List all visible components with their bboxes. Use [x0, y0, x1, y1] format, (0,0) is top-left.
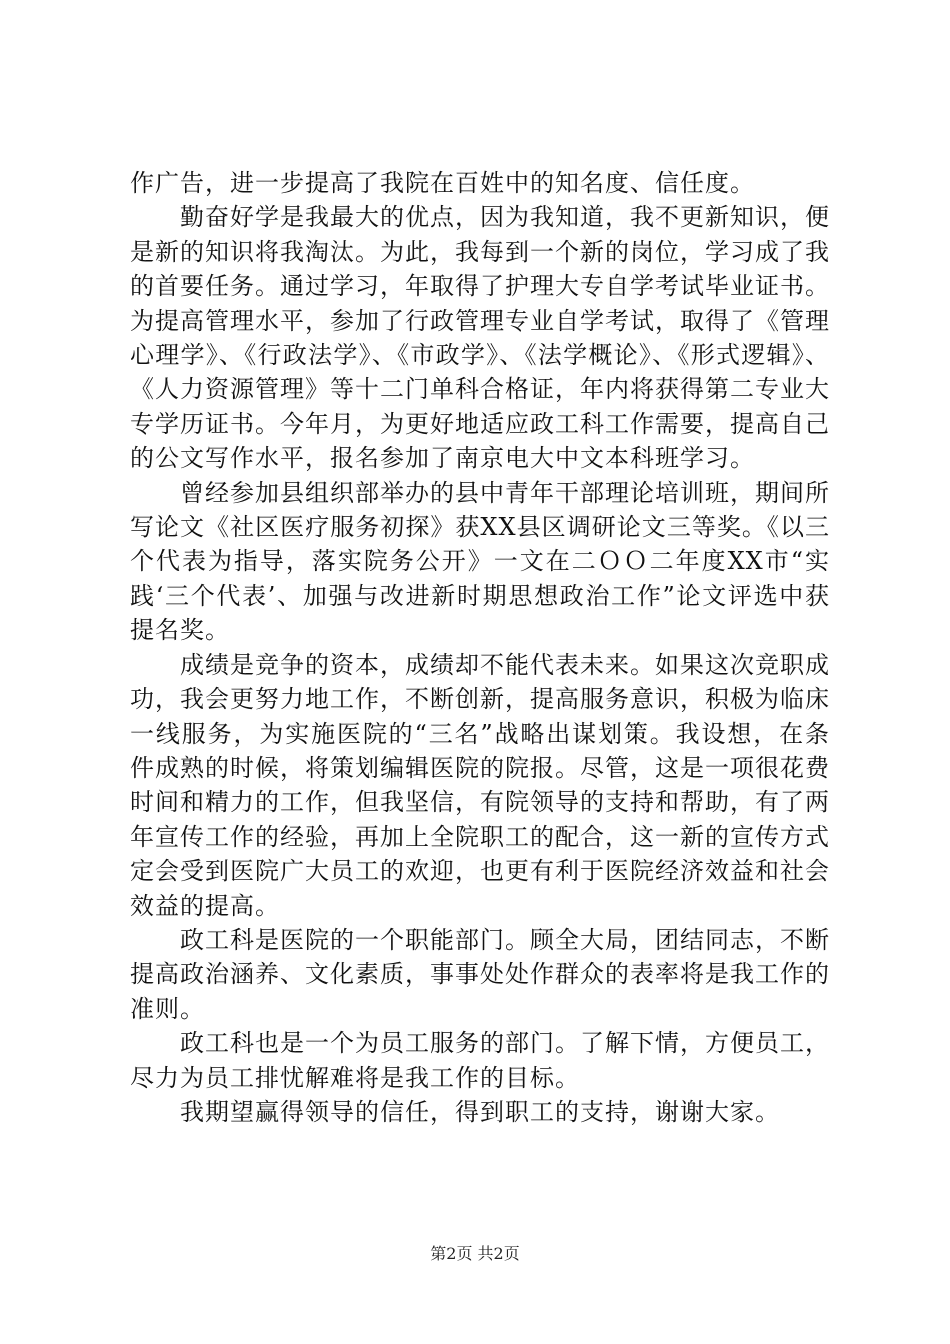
paragraph-5: 政工科是医院的一个职能部门。顾全大局，团结同志，不断提高政治涵养、文化素质，事事处处作群众的表率将是我工作的准则。: [130, 925, 830, 1023]
paragraph-4: 成绩是竞争的资本，成绩却不能代表未来。如果这次竞职成功，我会更努力地工作，不断创新，提高服务意识，积极为临床一线服务，为实施医院的“三名”战略出谋划策。我设想，在条件成熟的时候，将策划编辑医院的院报。尽管，这是一项很花费时间和精力的工作，但我坚信，有院领导的支持和帮助，有了两年宣传工作的经验，再加上全院职工的配合，这一新的宣传方式定会受到医院广大员工的欢迎，也更有利于医院经济效益和社会效益的提高。: [130, 650, 830, 920]
paragraph-6: 政工科也是一个为员工服务的部门。了解下情，方便员工，尽力为员工排忧解难将是我工作的目标。: [130, 1029, 830, 1092]
paragraph-7: 我期望赢得领导的信任，得到职工的支持，谢谢大家。: [180, 1097, 780, 1126]
paragraph-1: 作广告，进一步提高了我院在百姓中的知名度、信任度。: [130, 169, 755, 197]
paragraph-3: 曾经参加县组织部举办的县中青年干部理论培训班，期间所写论文《社区医疗服务初探》获XX县区调研论文三等奖。《以三个代表为指导，落实院务公开》一文在二ＯＯ二年度XX市“实践‘三个代表’、加强与改进新时期思想政治工作”论文评选中获提名奖。: [130, 478, 830, 645]
page-number: 第2页 共2页: [430, 1244, 520, 1263]
paragraph-2: 勤奋好学是我最大的优点，因为我知道，我不更新知识，便是新的知识将我淘汰。为此，我每到一个新的岗位，学习成了我的首要任务。通过学习，年取得了护理大专自学考试毕业证书。为提高管理水平，参加了行政管理专业自学考试，取得了《管理心理学》、《行政法学》、《市政学》、《法学概论》、《形式逻辑》、《人力资源管理》等十二门单科合格证，年内将获得第二专业大专学历证书。今年月，为更好地适应政工科工作需要，提高自己的公文写作水平，报名参加了南京电大中文本科班学习。: [130, 203, 830, 473]
page-footer: [0, 1244, 950, 1264]
document-body: [130, 166, 830, 1129]
